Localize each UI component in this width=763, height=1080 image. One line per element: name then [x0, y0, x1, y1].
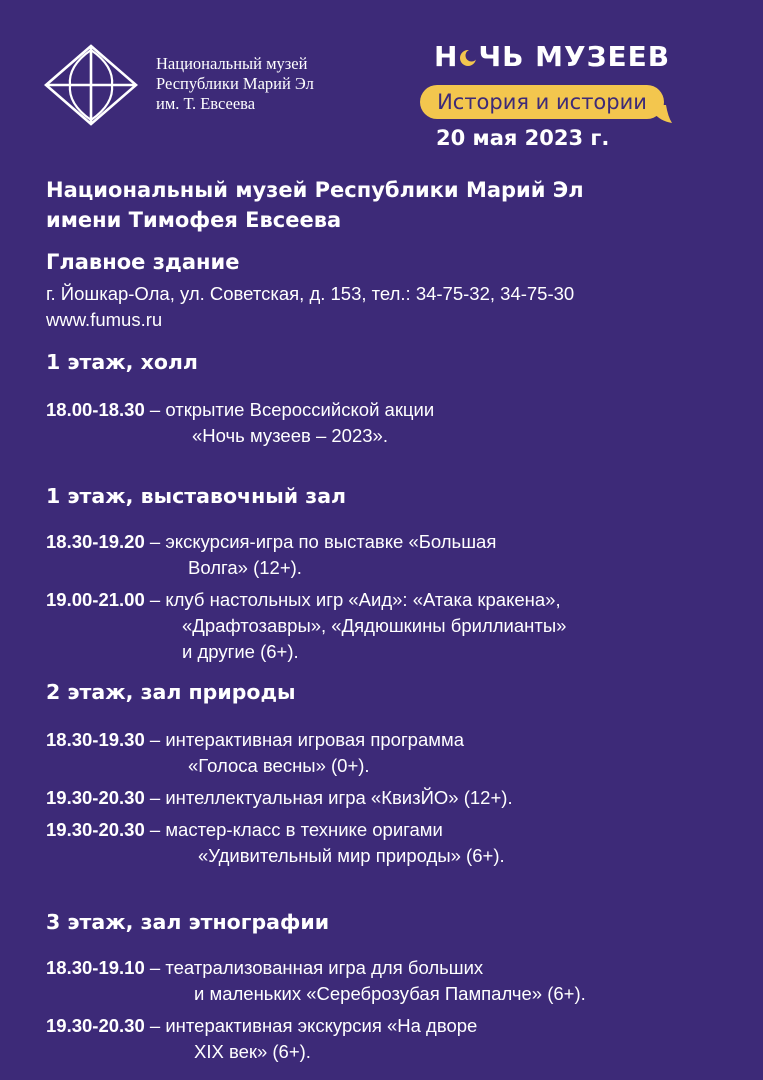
schedule-item: [46, 529, 736, 581]
schedule-description: – мастер-класс в технике оригами: [144, 819, 443, 840]
section-title: 1 этаж, выставочный зал: [46, 484, 347, 508]
museum-name: [156, 54, 314, 114]
schedule-description-continued: «Ночь музеев – 2023».: [192, 425, 388, 446]
schedule-description: – интерактивная игровая программа: [144, 729, 464, 750]
address: г. Йошкар-Ола, ул. Советская, д. 153, тел.: 34-75-32, 34-75-30: [46, 283, 575, 304]
schedule-description-continued: «Голоса весны» (0+).: [188, 755, 370, 776]
schedule-item-line: [46, 727, 736, 753]
schedule-item-line: [46, 587, 736, 613]
schedule-description: – экскурсия-игра по выставке «Большая: [144, 531, 497, 552]
museum-name-line: им. Т. Евсеева: [156, 94, 256, 113]
schedule-time: 18.00-18.30: [46, 399, 145, 420]
schedule-description: – театрализованная игра для больших: [144, 957, 484, 978]
schedule-description-continued: Волга» (12+).: [188, 557, 302, 578]
schedule-item-line: [46, 397, 736, 423]
schedule-time: 19.30-20.30: [46, 787, 145, 808]
org-title-line: имени Тимофея Евсеева: [46, 208, 342, 232]
schedule-description-continued: и другие (6+).: [182, 641, 299, 662]
schedule-description: – интеллектуальная игра «КвизЙО» (12+).: [144, 787, 513, 808]
slogan-bubble: [420, 85, 664, 119]
slogan-text: История и истории: [437, 90, 647, 114]
schedule-description-continued: и маленьких «Сереброзубая Пампалче» (6+).: [194, 983, 586, 1004]
schedule-description: – клуб настольных игр «Аид»: «Атака кракена»,: [144, 589, 561, 610]
schedule-item-line: [46, 817, 736, 843]
schedule-description-continued: XIX век» (6+).: [194, 1041, 311, 1062]
schedule-item-line: [46, 955, 736, 981]
schedule-item-line: [46, 529, 736, 555]
schedule-item: [46, 817, 736, 869]
schedule-item: [46, 397, 736, 449]
schedule-description: – открытие Всероссийской акции: [144, 399, 435, 420]
org-title: [46, 175, 736, 235]
event-title: [434, 40, 670, 73]
building-title: Главное здание: [46, 250, 240, 274]
header: [0, 0, 763, 170]
schedule-time: 18.30-19.20: [46, 531, 145, 552]
museum-name-line: Национальный музей: [156, 54, 308, 73]
event-title-post: ЧЬ МУЗЕЕВ: [478, 40, 671, 73]
schedule-description-continued: «Удивительный мир природы» (6+).: [198, 845, 505, 866]
schedule-item-line: [46, 1013, 736, 1039]
schedule-description: – интерактивная экскурсия «На дворе: [144, 1015, 478, 1036]
website-link[interactable]: www.fumus.ru: [46, 309, 163, 330]
moon-o-icon: [459, 48, 477, 68]
schedule-item-line: [46, 785, 736, 811]
schedule-time: 19.30-20.30: [46, 819, 145, 840]
bubble-tail-icon: [652, 105, 672, 125]
museum-name-line: Республики Марий Эл: [156, 74, 314, 93]
org-title-line: Национальный музей Республики Марий Эл: [46, 178, 584, 202]
schedule-item: [46, 785, 736, 811]
museum-logo-icon: [44, 44, 138, 126]
schedule-description-continued: «Драфтозавры», «Дядюшкины бриллианты»: [182, 615, 567, 636]
schedule-time: 19.30-20.30: [46, 1015, 145, 1036]
schedule-time: 18.30-19.30: [46, 729, 145, 750]
section-title: 2 этаж, зал природы: [46, 680, 296, 704]
schedule-time: 19.00-21.00: [46, 589, 145, 610]
event-date: 20 мая 2023 г.: [436, 126, 610, 150]
event-title-pre: Н: [434, 40, 459, 73]
schedule-content: [46, 175, 736, 1065]
schedule-item: [46, 587, 736, 665]
schedule-item: [46, 727, 736, 779]
schedule-item: [46, 955, 736, 1007]
schedule-item: [46, 1013, 736, 1065]
section-title: 1 этаж, холл: [46, 350, 198, 374]
schedule-time: 18.30-19.10: [46, 957, 145, 978]
sections: [46, 349, 736, 1065]
section-title: 3 этаж, зал этнографии: [46, 910, 330, 934]
